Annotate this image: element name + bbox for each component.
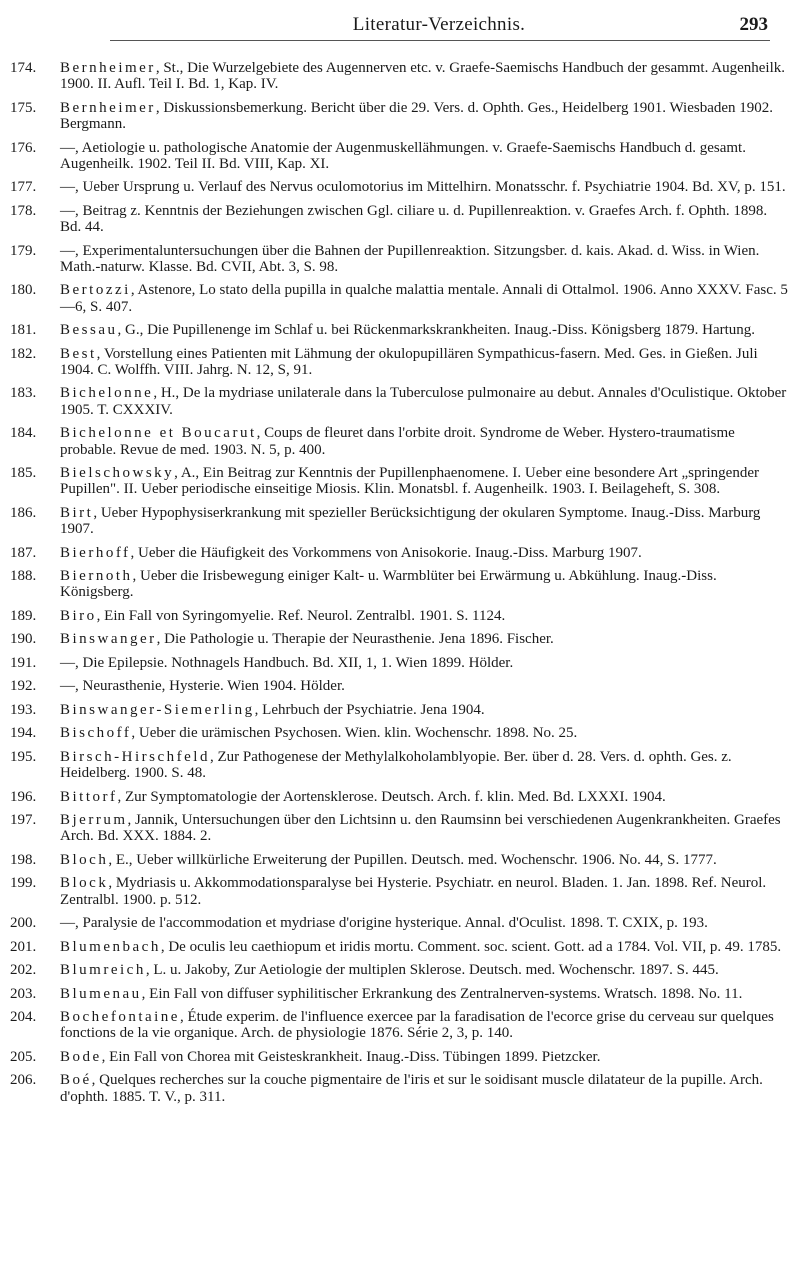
entry-author: Bertozzi [60,282,131,299]
entry-number: 190. [10,631,37,648]
entry-author: Blumenau [60,985,142,1002]
entry-text: , E., Ueber willkürliche Erweiterung der Pupillen. Deutsch. med. Wochenschr. 1906. No. 44, S. 1777. [108,851,717,868]
entry-author: Bichelonne [60,385,154,402]
entry-text: , Ueber die Irisbewegung einiger Kalt- u. Warmblüter bei Erwärmung u. Abkühlung. Inaug.-Diss. Königsberg. [60,568,717,601]
entry-text: , G., Die Pupillenenge im Schlaf u. bei Rückenmarkskrankheiten. Inaug.-Diss. Königsberg 1879. Hartung. [117,322,756,339]
entry-author: Birsch-Hirschfeld [60,748,210,765]
entry-author: Bochefontaine [60,1008,180,1025]
entry-number: 177. [10,179,37,196]
bibliography-entry [10,608,790,624]
entry-author: Bernheimer [60,60,156,76]
entry-author: Biro [60,607,97,624]
entry-text: , Astenore, Lo stato della pupilla in qualche malattia mentale. Annali di Ottalmol. 1906. Anno XXXV. Fasc. 5—6, S. 407. [60,282,788,315]
bibliography-entry [10,425,790,458]
entry-text: , Ueber die Häufigkeit des Vorkommens von Anisokorie. Inaug.-Diss. Marburg 1907. [130,544,642,561]
entry-author: Bessau [60,322,118,339]
running-header [110,14,768,38]
entry-number: 185. [10,465,37,481]
entry-number: 184. [10,425,37,442]
bibliography-entry [10,812,790,845]
bibliography-entry [10,140,790,173]
bibliography-entry [10,1072,790,1105]
bibliography-entry [10,60,790,93]
entry-number: 191. [10,654,37,671]
entry-number: 199. [10,875,37,892]
entry-text: , Diskussionsbemerkung. Bericht über die 29. Vers. d. Ophth. Ges., Heidelberg 1901. Wiesbaden 1902. Bergmann. [60,99,774,133]
entry-author: Blumreich [60,962,146,979]
entry-number: 187. [10,544,37,561]
entry-text: , Ueber Hypophysiserkrankung mit spezieller Berücksichtigung der okularen Symptome. Inaug.-Diss. Marburg 1907. [60,504,761,538]
entry-author: Bernheimer [60,99,156,116]
bibliography-entry [10,962,790,978]
entry-number: 200. [10,915,37,932]
entry-number: 194. [10,725,37,742]
bibliography-entry [10,655,790,671]
entry-number: 182. [10,345,37,362]
entry-number: 181. [10,322,37,339]
entry-number: 196. [10,788,37,805]
bibliography-entry [10,749,790,782]
entry-text: —, Ueber Ursprung u. Verlauf des Nervus oculomotorius im Mittelhirn. Monatsschr. f. Psychiatrie 1904. Bd. XV, p. 151. [60,179,786,196]
entry-author: Bittorf [60,788,118,805]
entry-text: , Coups de fleuret dans l'orbite droit. Syndrome de Weber. Hystero-traumatisme probable. Revue de med. 1903. N. 5, p. 400. [60,425,735,458]
bibliography-entry [10,631,790,647]
entry-number: 174. [10,60,37,76]
entry-text: , Zur Pathogenese der Methylalkoholamblyopie. Ber. über d. 28. Vers. d. ophth. Ges. z. Heidelberg. 1900. S. 48. [60,748,732,782]
entry-author: Bjerrum [60,812,128,828]
entry-author: Blumenbach [60,938,161,955]
entry-author: Binswanger-Siemerling [60,701,255,718]
bibliography-entry [10,852,790,868]
entry-number: 197. [10,812,37,828]
entry-author: Biernoth [60,568,133,585]
entry-author: Bierhoff [60,544,131,561]
entry-author: Bichelonne et Boucarut [60,425,257,442]
bibliography-entry [10,465,790,498]
entry-text: , Lehrbuch der Psychiatrie. Jena 1904. [254,701,485,718]
entry-number: 175. [10,99,37,116]
entry-number: 195. [10,748,37,765]
bibliography-entry [10,678,790,694]
entry-number: 192. [10,678,37,695]
entry-text: —, Paralysie de l'accommodation et mydriase d'origine hysterique. Annal. d'Oculist. 1898. T. CXIX, p. 193. [60,915,708,932]
entry-number: 205. [10,1048,37,1065]
entry-text: —, Experimentaluntersuchungen über die Bahnen der Pupillenreaktion. Sitzungsber. d. kais. Akad. d. Wiss. in Wien. Math.-naturw. Klasse. Bd. CVII, Abt. 3, S. 98. [60,242,760,275]
bibliography-entry [10,789,790,805]
bibliography-entry [10,875,790,908]
entry-text: , Die Pathologie u. Therapie der Neurasthenie. Jena 1896. Fischer. [156,631,554,648]
entry-number: 183. [10,385,37,402]
entry-text: , H., De la mydriase unilaterale dans la Tuberculose pulmonaire au debut. Annales d'Oculistique. Oktober 1905. T. CXXXIV. [60,385,787,418]
entry-number: 201. [10,938,37,955]
bibliography-entry [10,568,790,601]
bibliography-entry [10,545,790,561]
entry-number: 188. [10,568,37,585]
entry-text: , Quelques recherches sur la couche pigmentaire de l'iris et sur le soidisant muscle dilatateur de la pupille. Arch. d'ophth. 1885. T. V., p. 311. [60,1072,763,1105]
entry-text: , St., Die Wurzelgebiete des Augennerven etc. v. Graefe-Saemischs Handbuch der gesammt. Augenheilk. 1900. II. Aufl. Teil I. Bd. 1, Kap. IV. [60,60,786,93]
entry-author: Bielschowsky [60,465,175,481]
bibliography-entry [10,346,790,379]
entry-text: , Zur Symptomatologie der Aortensklerose. Deutsch. Arch. f. klin. Med. Bd. LXXXI. 1904. [117,788,666,805]
entry-text: —, Neurasthenie, Hysterie. Wien 1904. Hölder. [60,678,345,695]
entry-text: , Ueber die urämischen Psychosen. Wien. klin. Wochenschr. 1898. No. 25. [131,725,578,742]
header-rule [110,40,770,41]
entry-number: 178. [10,202,37,219]
entry-text: —, Beitrag z. Kenntnis der Beziehungen zwischen Ggl. ciliare u. d. Pupillenreaktion. v. Graefes Arch. f. Ophth. 1898. Bd. 44. [60,202,768,236]
entry-text: —, Die Epilepsie. Nothnagels Handbuch. Bd. XII, 1, 1. Wien 1899. Hölder. [60,654,514,671]
entry-number: 206. [10,1072,37,1089]
entry-number: 179. [10,242,37,259]
entry-number: 180. [10,282,37,299]
bibliography-entry [10,243,790,276]
entry-number: 189. [10,607,37,624]
bibliography-entry [10,203,790,236]
bibliography-entry [10,725,790,741]
entry-text: , A., Ein Beitrag zur Kenntnis der Pupillenphaenomene. I. Ueber eine besondere Art „springender Pupillen". II. Ueber periodische einseitige Miosis. Klin. Monatsbl. f. Augenheilk. 1903. I. Beilageheft, S. 308. [60,465,759,498]
entry-text: , L. u. Jakoby, Zur Aetiologie der multiplen Sklerose. Deutsch. med. Wochenschr. 1897. S. 445. [145,962,719,979]
bibliography-entry [10,1049,790,1065]
entry-author: Binswanger [60,631,157,648]
entry-number: 176. [10,139,37,156]
bibliography-entry [10,179,790,195]
entry-number: 198. [10,851,37,868]
bibliography-entry [10,915,790,931]
bibliography-entry [10,282,790,315]
bibliography-entry [10,1009,790,1042]
entry-text: —, Aetiologie u. pathologische Anatomie der Augenmuskellähmungen. v. Graefe-Saemischs Handbuch d. gesamt. Augenheilk. 1902. Teil II. Bd. VIII, Kap. XI. [60,139,746,172]
entry-author: Block [60,875,109,892]
page-number: 293 [739,14,768,35]
entry-author: Bode [60,1048,102,1065]
entry-text: , Vorstellung eines Patienten mit Lähmung der okulopupillären Sympathicus-fasern. Med. Ges. in Gießen. Juli 1904. C. Wolffh. VIII. Jahrg. N. 12, S, 91. [60,345,758,378]
entry-text: , Étude experim. de l'influence exercee par la faradisation de l'ecorce grise du cerveau sur quelques fonctions de la vie organique. Arch. de physiologie 1876. Série 2, 3, p. 140. [60,1008,774,1042]
entry-number: 203. [10,985,37,1002]
bibliography-entry [10,385,790,418]
entry-text: , Ein Fall von Chorea mit Geisteskrankheit. Inaug.-Diss. Tübingen 1899. Pietzcker. [101,1048,601,1065]
entry-number: 193. [10,701,37,718]
entry-number: 186. [10,504,37,521]
entry-number: 202. [10,962,37,979]
bibliography-entry [10,505,790,538]
entry-author: Boé [60,1072,92,1089]
entry-author: Bischoff [60,725,132,742]
bibliography-entry [10,100,790,133]
bibliography-entry [10,322,790,338]
entry-author: Best [60,345,97,362]
entry-author: Birt [60,504,94,521]
entry-text: , De oculis leu caethiopum et iridis mortu. Comment. soc. scient. Gott. ad a 1784. Vol. VII, p. 49. 1785. [160,938,782,955]
header-title: Literatur-Verzeichnis. [352,14,526,35]
entry-text: , Jannik, Untersuchungen über den Lichtsinn u. den Raumsinn bei verschiedenen Augenkrankheiten. Graefes Arch. Bd. XXX. 1884. 2. [60,812,781,845]
bibliography-entry [10,986,790,1002]
bibliography-entry [10,939,790,955]
entry-text: , Mydriasis u. Akkommodationsparalyse bei Hysterie. Psychiatr. en neurol. Bladen. 1. Jan. 1898. Ref. Neurol. Zentralbl. 1900. p. 512. [60,875,767,908]
entry-text: , Ein Fall von Syringomyelie. Ref. Neurol. Zentralbl. 1901. S. 1124. [96,607,506,624]
bibliography-entry [10,702,790,718]
bibliography-list [10,60,790,1112]
entry-number: 204. [10,1008,37,1025]
entry-text: , Ein Fall von diffuser syphilitischer Erkrankung des Zentralnerven-systems. Wratsch. 1898. No. 11. [141,985,743,1002]
entry-author: Bloch [60,851,109,868]
